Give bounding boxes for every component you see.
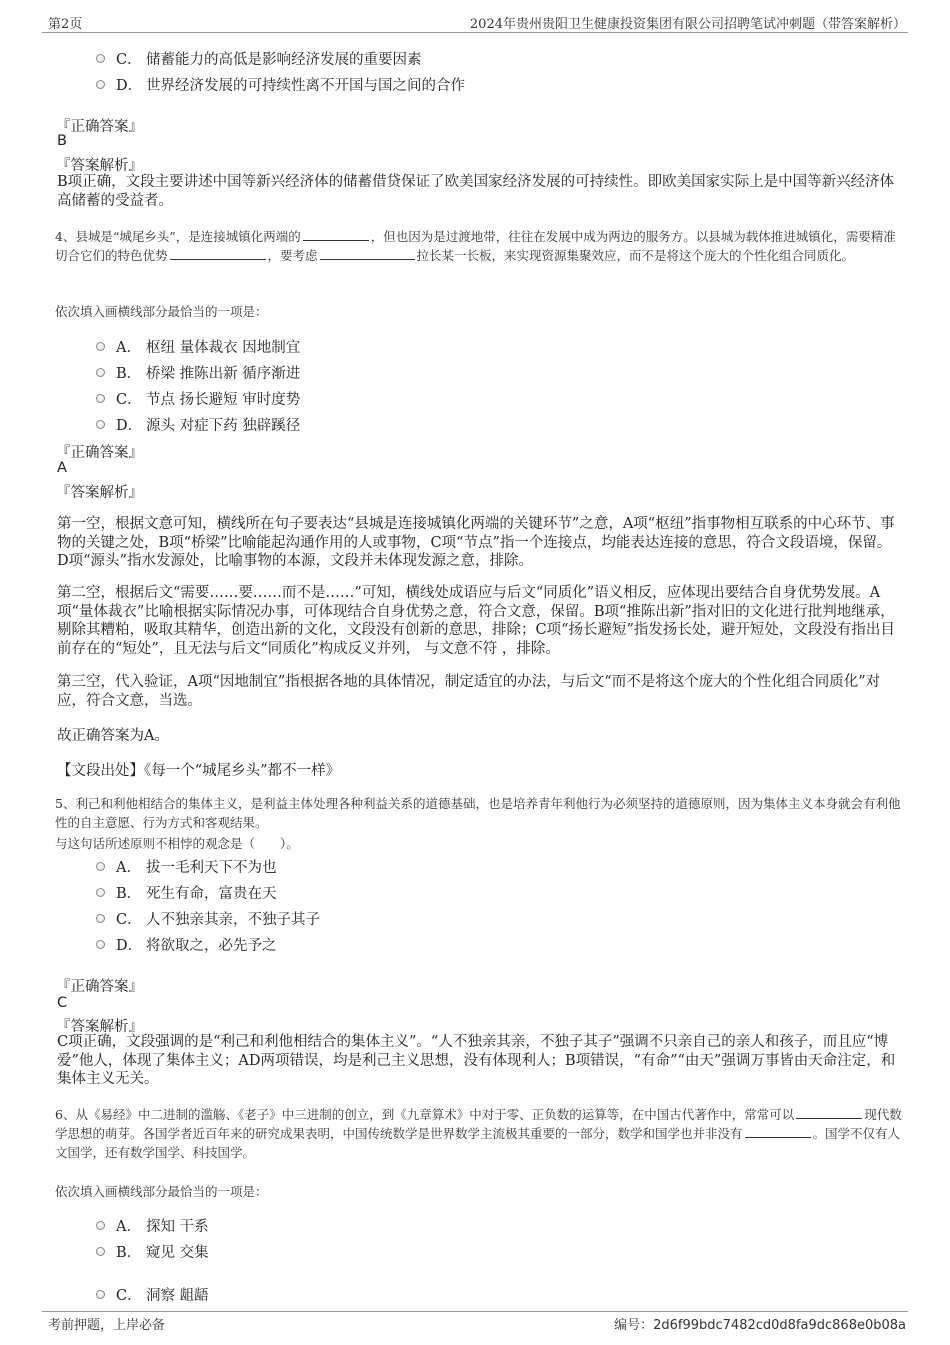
q4-option-c[interactable]: C． 节点 扬长避短 审时度势 — [96, 388, 300, 409]
q5-answer: C — [57, 995, 68, 1011]
blank-line — [303, 230, 369, 241]
q4-source: 【文段出处】《每一个“城尾乡头”都不一样》 — [57, 763, 341, 779]
radio-icon[interactable] — [96, 1247, 105, 1256]
q5-option-a[interactable]: A． 拔一毛利天下不为也 — [96, 856, 277, 877]
footer-divider — [42, 1311, 908, 1312]
q5-prompt: 与这句话所述原则不相悖的观念是（ ）。 — [55, 836, 299, 851]
radio-icon[interactable] — [96, 888, 105, 897]
radio-icon[interactable] — [96, 1221, 105, 1230]
radio-icon[interactable] — [96, 1290, 105, 1299]
q4-analysis-para-2: 第二空，根据后文“需要……要……而不是……”可知，横线处成语应与后文“同质化”语义相反，应体现出要结合自身优势发展。A项“量体裁衣”比喻根据实际情况办事，可体现结合自身优势之意，符合文意，保留。B项“推陈出新”指对旧的文化进行批判地继承，剔除其糟粕，吸取其精华，创造出新的文化，文段没有创新的意思，排除；C项“扬长避短”指发扬长处，避开短处，文段没有指出目前存在的“短处”，且无法与后文“同质化”构成反义并列， 与文意不符 ，排除。 — [57, 585, 895, 657]
radio-icon[interactable] — [96, 420, 105, 429]
q4-stem: 4、县城是“城尾乡头”，是连接城镇化两端的 ，但也因为是过渡地带，往往在发展中成为两边的服务方。以县城为载体推进城镇化，需要精准切合它们的特色优势 ，要考虑 拉长某一长板，来实现资源集聚效应，而不是将这个庞大的个性化组合同质化。 — [55, 229, 896, 263]
q4-option-a[interactable]: A． 枢纽 量体裁衣 因地制宜 — [96, 336, 300, 357]
q4-option-b[interactable]: B． 桥梁 推陈出新 循序渐进 — [96, 362, 300, 383]
q3-option-d[interactable]: D． 世界经济发展的可持续性离不开国与国之间的合作 — [96, 74, 465, 95]
q3-analysis: B项正确，文段主要讲述中国等新兴经济体的储蓄借贷保证了欧美国家经济发展的可持续性。即欧美国家实际上是中国等新兴经济体高储蓄的受益者。 — [57, 174, 895, 209]
q6-stem: 6、从《易经》中二进制的滥觞、《老子》中三进制的创立，到《九章算术》中对于零、正负数的运算等，在中国古代著作中，常常可以 现代数学思想的萌芽。各国学者近百年来的研究成果表明，中国传统数学是世界数学主流极其重要的一部分，数学和国学也并非没有 。国学不仅有人文国学，还有数学国学、科技国学。 — [55, 1107, 902, 1160]
q4-answer-label: 『正确答案』 — [56, 445, 143, 461]
radio-icon[interactable] — [96, 342, 105, 351]
footer-slogan: 考前押题，上岸必备 — [48, 1318, 166, 1333]
q3-analysis-label: 『答案解析』 — [56, 158, 143, 174]
q6-prompt: 依次填入画横线部分最恰当的一项是： — [55, 1184, 268, 1199]
q4-prompt: 依次填入画横线部分最恰当的一项是： — [55, 304, 268, 319]
radio-icon[interactable] — [96, 368, 105, 377]
q5-answer-label: 『正确答案』 — [56, 979, 143, 995]
q4-conclusion: 故正确答案为A。 — [57, 728, 169, 744]
radio-icon[interactable] — [96, 80, 105, 89]
q4-analysis-para-1: 第一空，根据文意可知，横线所在句子要表达“县城是连接城镇化两端的关键环节”之意，A项“枢纽”指事物相互联系的中心环节、事物的关键之处，B项“桥梁”比喻能起沟通作用的人或事物，C项“节点”指一个连接点，均能表达连接的意思，符合文段语境，保留。D项“源头”指水发源处，比喻事物的本源，文段并未体现发源之意，排除。 — [57, 516, 895, 569]
page-number: 第2页 — [48, 17, 83, 32]
footer-code: 编号：2d6f99bdc7482cd0d8fa9dc868e0b08a — [614, 1318, 906, 1333]
blank-line — [320, 249, 415, 260]
q4-analysis-para-3: 第三空，代入验证，A项“因地制宜”指根据各地的具体情况，制定适宜的办法，与后文“而不是将这个庞大的个性化组合同质化”对应，符合文意，当选。 — [57, 674, 881, 709]
q3-option-c[interactable]: C． 储蓄能力的高低是影响经济发展的重要因素 — [96, 48, 422, 69]
q6-option-a[interactable]: A． 探知 干系 — [96, 1215, 209, 1236]
blank-line — [170, 249, 266, 260]
q5-option-b[interactable]: B． 死生有命，富贵在天 — [96, 882, 277, 903]
q5-option-c[interactable]: C． 人不独亲其亲，不独子其子 — [96, 908, 320, 929]
q5-option-d[interactable]: D． 将欲取之，必先予之 — [96, 934, 277, 955]
blank-line — [745, 1127, 811, 1138]
radio-icon[interactable] — [96, 394, 105, 403]
q4-analysis-label: 『答案解析』 — [56, 485, 143, 501]
blank-line — [796, 1108, 862, 1119]
radio-icon[interactable] — [96, 862, 105, 871]
document-title: 2024年贵州贵阳卫生健康投资集团有限公司招聘笔试冲刺题（带答案解析） — [469, 17, 906, 32]
q4-option-d[interactable]: D． 源头 对症下药 独辟蹊径 — [96, 414, 300, 435]
radio-icon[interactable] — [96, 54, 105, 63]
q5-analysis-label: 『答案解析』 — [56, 1019, 143, 1035]
radio-icon[interactable] — [96, 914, 105, 923]
q5-analysis: C项正确，文段强调的是“利己和利他相结合的集体主义”。“人不独亲其亲，不独子其子”强调不只亲自己的亲人和孩子，而且应“博爱”他人，体现了集体主义；AD两项错误，均是利己主义思想，没有体现利人；B项错误，“有命”“由天”强调万事皆由天命注定，和集体主义无关。 — [57, 1034, 896, 1087]
q5-stem: 5、利己和利他相结合的集体主义，是利益主体处理各种利益关系的道德基础，也是培养青年利他行为必须坚持的道德原则，因为集体主义本身就会有利他性的自主意愿、行为方式和客观结果。 — [55, 796, 901, 830]
q6-option-c[interactable]: C． 洞察 龃龉 — [96, 1284, 209, 1305]
q4-answer: A — [57, 460, 67, 476]
header-divider — [42, 32, 908, 33]
q3-answer-label: 『正确答案』 — [56, 119, 143, 135]
radio-icon[interactable] — [96, 940, 105, 949]
q3-answer: B — [57, 133, 67, 149]
q6-option-b[interactable]: B． 窥见 交集 — [96, 1241, 209, 1262]
